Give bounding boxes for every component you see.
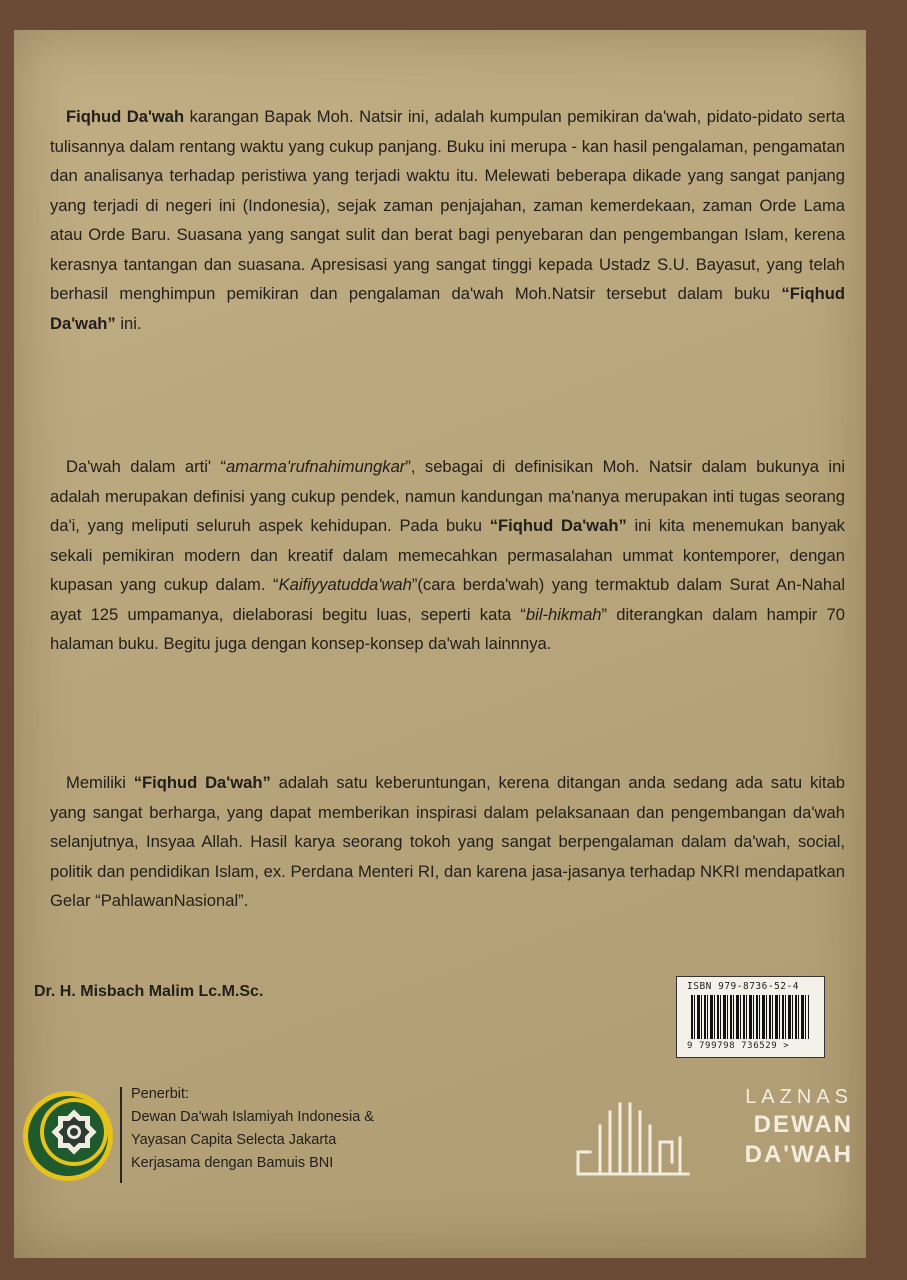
p2-seg2: ”, sebagai di definisikan Moh. Natsir dalam bukunya ini adalah merupakan definisi yang cukup pendek, namun kandungan ma'nanya merupakan inti tugas seorang da'i, yang meliputi seluruh aspek kehidupan. Pada buku: [50, 457, 845, 535]
isbn-barcode-box: [676, 976, 825, 1058]
p3-seg1: Memiliki: [66, 773, 134, 792]
p3-book-title: “Fiqhud Da'wah”: [133, 773, 271, 792]
p2-italic-2: Kaifiyyatudda'wah: [278, 575, 412, 594]
book-title-quote: “Fiqhud Da'wah”: [50, 284, 845, 333]
paragraph-1: [50, 102, 845, 338]
p2-italic-3: bil-hikmah: [525, 604, 602, 624]
publisher-line-1: Dewan Da'wah Islamiyah Indonesia &: [131, 1109, 374, 1125]
paragraph-3: [50, 768, 845, 916]
p2-seg1: Da'wah dalam arti' “: [66, 457, 227, 476]
p3-seg2: adalah satu keberuntungan, kerena ditangan anda sedang ada satu kitab yang sangat berharga, yang dapat memberikan inspirasi dalam pelaksanaan dan pengembangan da'wah selanjutnya, Insyaa Allah. Hasil karya seorang tokoh yang sangat berpengalaman dalam da'wah, social, politik dan pendidikan Islam, ex. Perdana Menteri RI, dan karena jasa-jasanya terhadap NKRI mendapatkan Gelar “PahlawanNasional”.: [50, 773, 845, 910]
publisher-info: [131, 1083, 374, 1175]
publisher-heading: Penerbit:: [131, 1086, 190, 1102]
dawah-label: DA'WAH: [744, 1141, 853, 1168]
publisher-line-3: Kerjasama dengan Bamuis BNI: [131, 1155, 334, 1171]
book-title-bold: Fiqhud Da'wah: [66, 107, 185, 126]
isbn-label: ISBN 979-8736-52-4: [687, 981, 799, 992]
dewan-label: DEWAN: [753, 1111, 853, 1138]
paragraph-1-text: karangan Bapak Moh. Natsir ini, adalah kumpulan pemikiran da'wah, pidato-pidato serta tulisannya dalam rentang waktu yang cukup panjang. Buku ini merupa - kan hasil pengalaman, pengamatan dan analisanya terhadap peristiwa yang terjadi waktu itu. Melewati beberapa dikade yang sangat panjang yang terjadi di negeri ini (Indonesia), sejak zaman penjajahan, zaman kemerdekaan, zaman Orde Lama atau Orde Baru. Suasana yang sangat sulit dan berat bagi penyebaran dan pengembangan Islam, kerena kerasnya tantangan dan suasana. Apresisasi yang sangat tinggi kepada Ustadz S.U. Bayasut, yang telah berhasil menghimpun pemikiran dan pengalaman da'wah Moh.Natsir tersebut dalam buku: [50, 107, 845, 303]
p2-seg3: ini kita menemukan banyak sekali pemikiran modern dan kreatif dalam memecahkan permasalahan ummat kontemporer, dengan kupasan yang cukup dalam. “: [50, 516, 845, 594]
paragraph-2: [50, 452, 845, 659]
p2-book-title: “Fiqhud Da'wah”: [489, 516, 627, 535]
laznas-label: LAZNAS: [745, 1086, 853, 1108]
barcode-digits: 9 799798 736529 >: [687, 1041, 790, 1051]
author-signature: Dr. H. Misbach Malim Lc.M.Sc.: [34, 983, 264, 1000]
publisher-logo-icon: [22, 1090, 114, 1182]
publisher-line-2: Yayasan Capita Selecta Jakarta: [131, 1132, 337, 1148]
barcode-icon: [691, 995, 809, 1039]
p2-italic-1: amarma'rufnahimungkar: [226, 457, 406, 476]
p2-seg5: ” diterangkan dalam hampir 70 halaman buku. Begitu juga dengan konsep-konsep da'wah lainnnya.: [50, 604, 846, 653]
p2-seg4: ”(cara berda'wah) yang termaktub dalam Surat An-Nahal ayat 125 umpamanya, dielaborasi begitu luas, seperti kata “: [50, 575, 846, 624]
paragraph-1-tail: ini.: [115, 313, 142, 333]
publisher-divider: [120, 1087, 122, 1183]
